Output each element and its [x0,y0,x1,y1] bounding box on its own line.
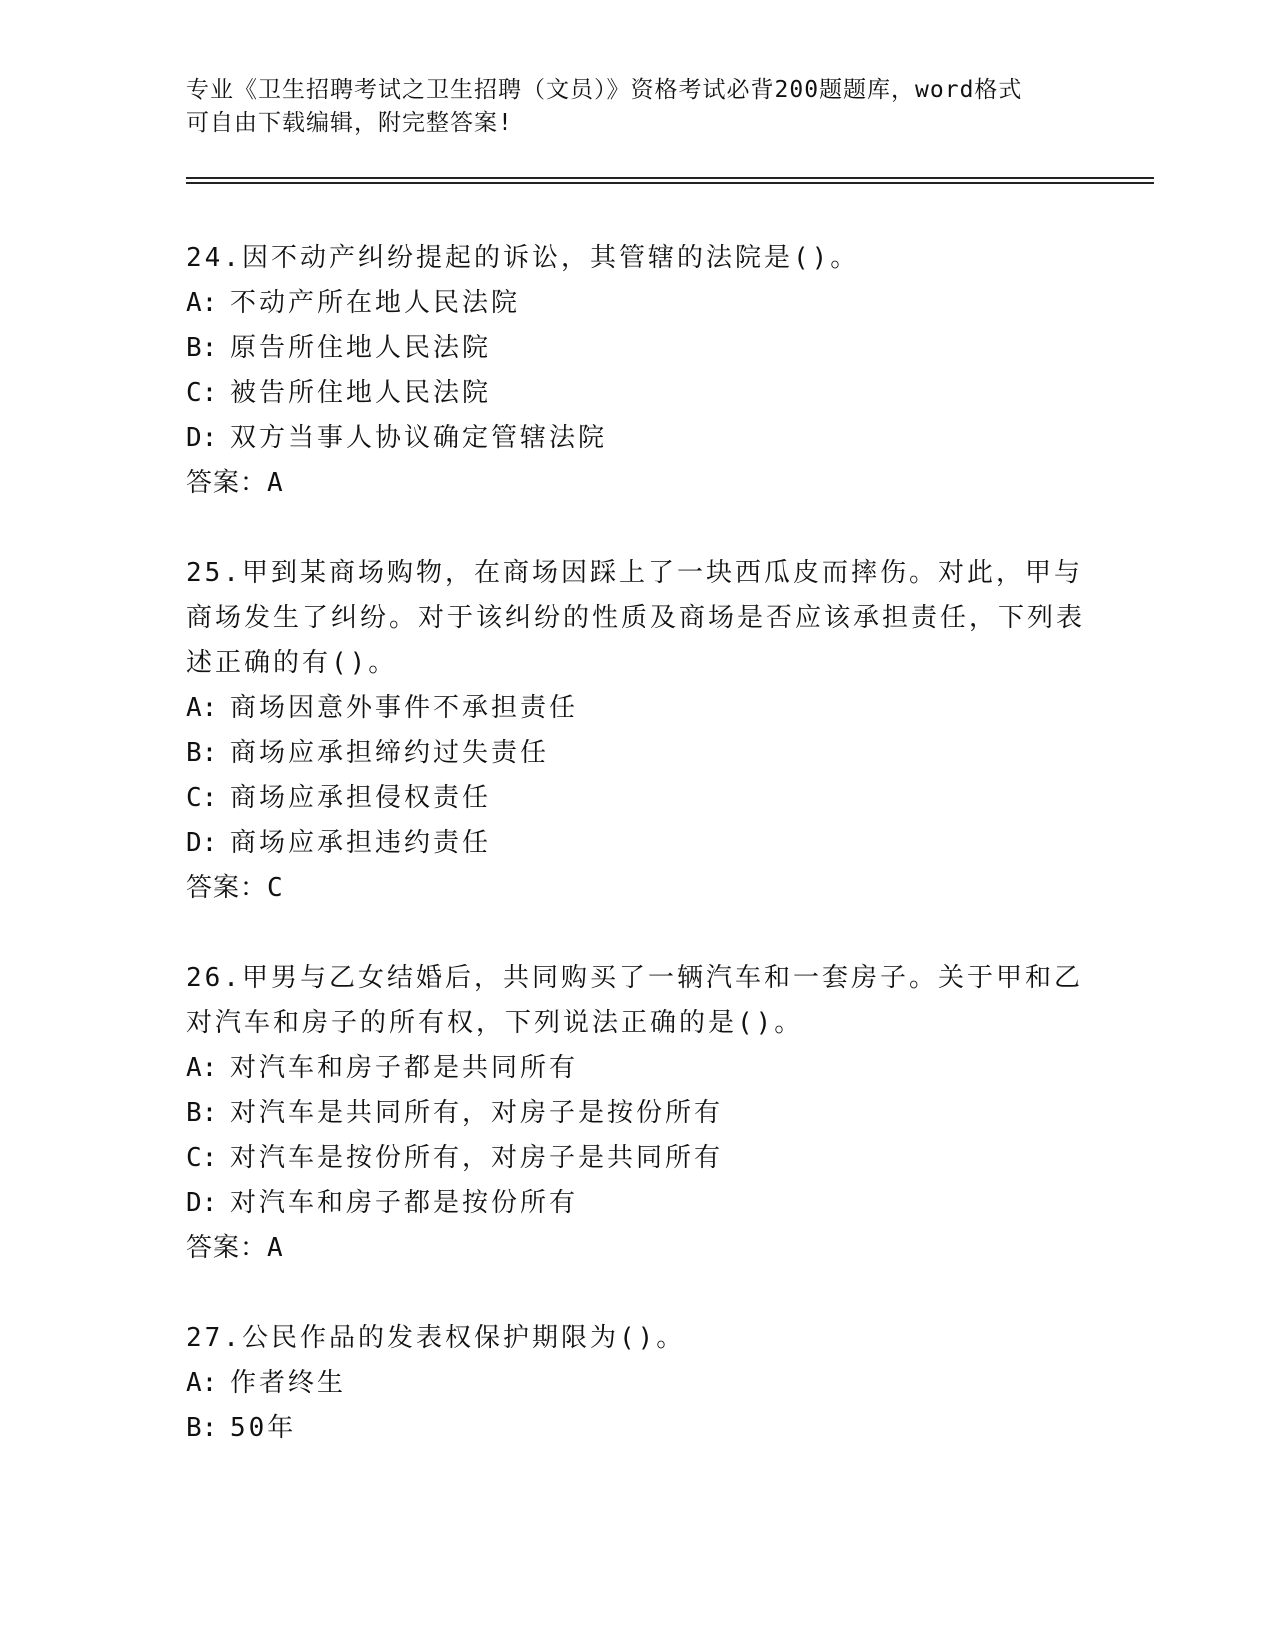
option-letter: B: [186,1098,218,1128]
answer-value: C [267,873,284,903]
option-d [186,416,1086,461]
option-a [186,281,1086,326]
answer-line [186,1226,1086,1271]
answer-label: 答案： [186,468,268,498]
option-text: 商场因意外事件不承担责任 [230,693,579,723]
document-header [186,74,1086,140]
answer-line [186,461,1086,506]
option-a [186,1046,1086,1091]
option-d [186,821,1086,866]
question-list [186,236,1086,1496]
option-b [186,1406,1086,1451]
option-d [186,1181,1086,1226]
option-letter: D: [186,423,218,453]
option-a [186,686,1086,731]
header-line-1: 专业《卫生招聘考试之卫生招聘（文员）》资格考试必背200题题库，word格式 [186,77,1023,103]
question-text: 24.因不动产纠纷提起的诉讼，其管辖的法院是()。 [186,243,860,273]
option-letter: B: [186,1413,218,1443]
option-letter: D: [186,1188,218,1218]
option-letter: A: [186,693,218,723]
question-25 [186,551,1086,911]
option-text: 对汽车和房子都是按份所有 [230,1188,579,1218]
question-text: 25.甲到某商场购物，在商场因踩上了一块西瓜皮而摔伤。对此，甲与商场发生了纠纷。对于该纠纷的性质及商场是否应该承担责任，下列表述正确的有()。 [186,558,1086,678]
option-letter: B: [186,333,218,363]
option-text: 被告所住地人民法院 [230,378,492,408]
question-27 [186,1316,1086,1451]
option-c [186,371,1086,416]
option-b [186,1091,1086,1136]
option-text: 商场应承担缔约过失责任 [230,738,550,768]
header-rule-bottom [186,182,1154,184]
option-text: 商场应承担侵权责任 [230,783,492,813]
option-b [186,731,1086,776]
question-26 [186,956,1086,1271]
question-text: 26.甲男与乙女结婚后，共同购买了一辆汽车和一套房子。关于甲和乙对汽车和房子的所有权，下列说法正确的是()。 [186,963,1083,1038]
question-text: 27.公民作品的发表权保护期限为()。 [186,1323,686,1353]
option-letter: A: [186,1053,218,1083]
answer-label: 答案： [186,873,268,903]
option-text: 商场应承担违约责任 [230,828,492,858]
option-c [186,776,1086,821]
option-letter: D: [186,828,218,858]
option-text: 对汽车和房子都是共同所有 [230,1053,579,1083]
answer-value: A [267,1233,284,1263]
answer-value: A [267,468,284,498]
option-b [186,326,1086,371]
header-rule-top [186,177,1154,179]
answer-label: 答案： [186,1233,268,1263]
option-text: 原告所住地人民法院 [230,333,492,363]
question-24 [186,236,1086,506]
option-letter: A: [186,1368,218,1398]
option-letter: C: [186,378,218,408]
header-line-2: 可自由下载编辑，附完整答案! [186,110,513,136]
option-a [186,1361,1086,1406]
option-letter: C: [186,783,218,813]
option-c [186,1136,1086,1181]
option-text: 50年 [230,1413,297,1443]
option-text: 对汽车是按份所有，对房子是共同所有 [230,1143,724,1173]
option-text: 不动产所在地人民法院 [230,288,521,318]
option-text: 双方当事人协议确定管辖法院 [230,423,608,453]
option-text: 作者终生 [230,1368,347,1398]
option-letter: B: [186,738,218,768]
answer-line [186,866,1086,911]
option-text: 对汽车是共同所有，对房子是按份所有 [230,1098,724,1128]
option-letter: A: [186,288,218,318]
option-letter: C: [186,1143,218,1173]
